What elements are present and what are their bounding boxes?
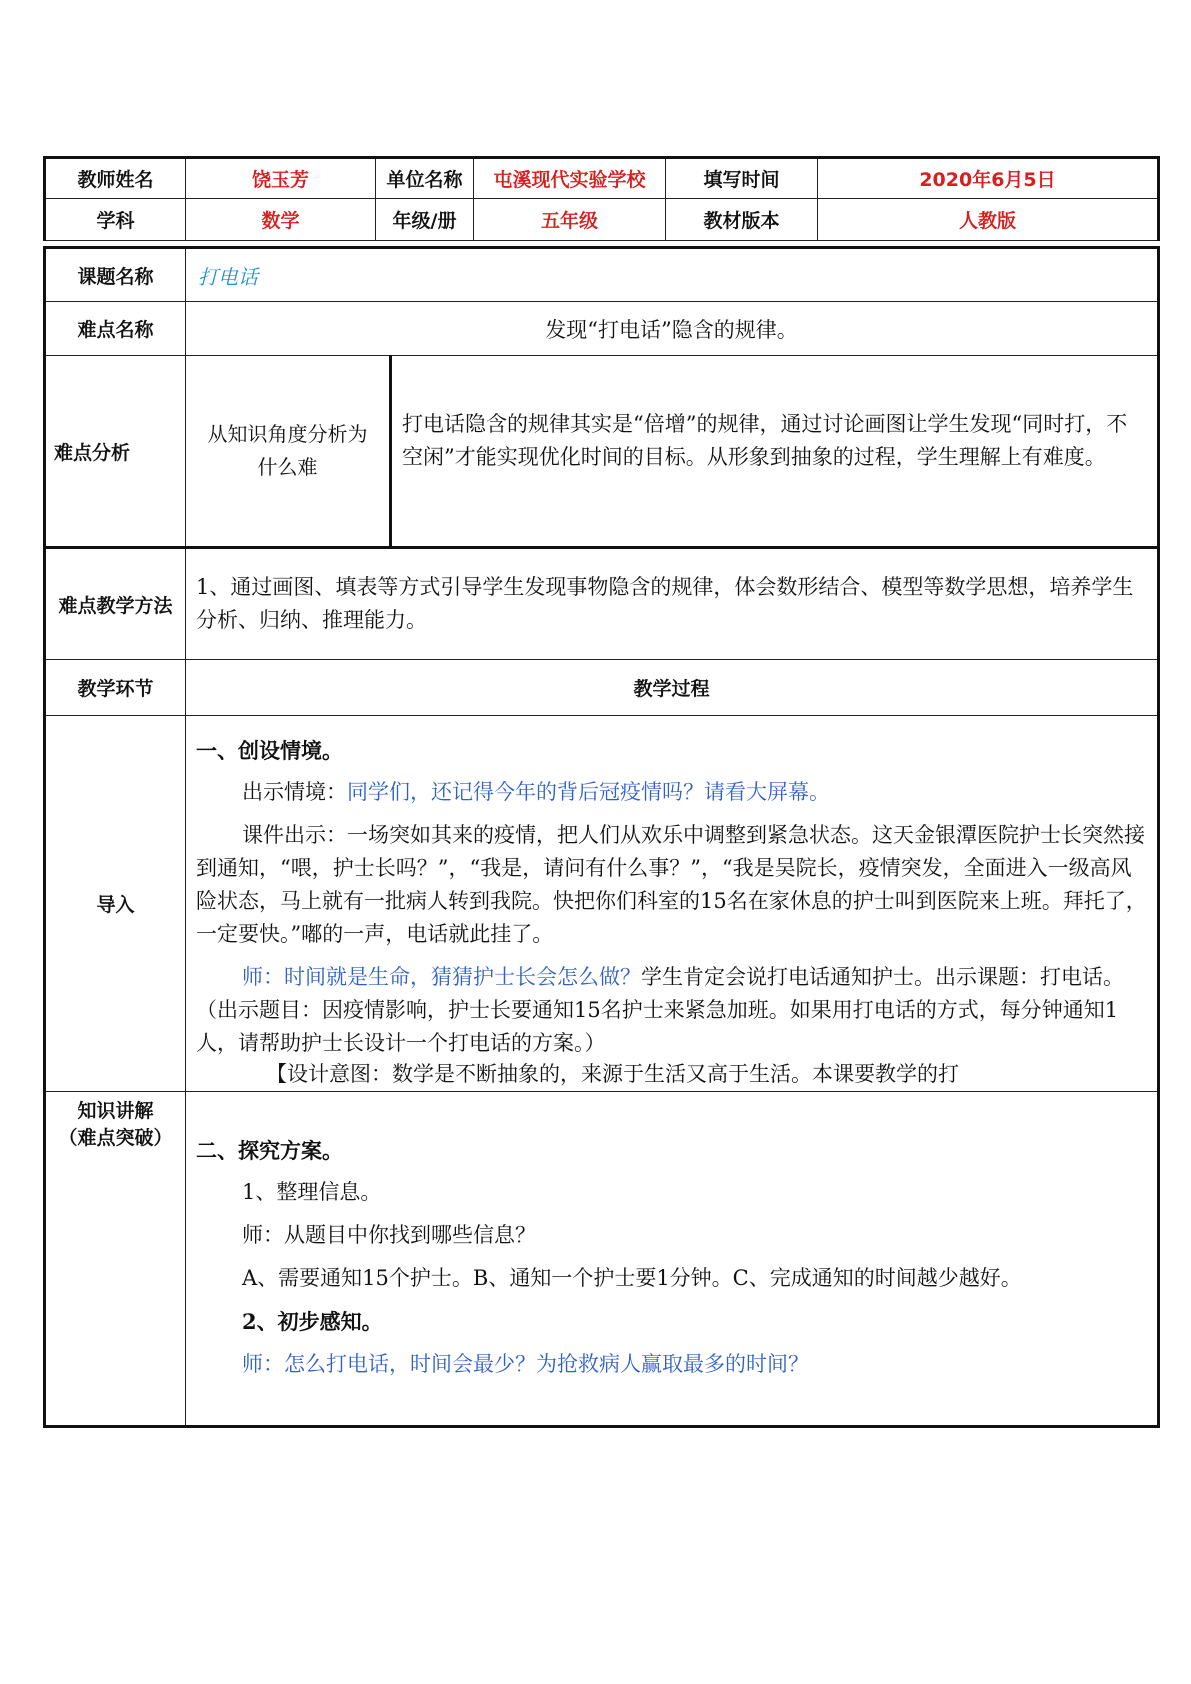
topic-label: 课题名称 <box>45 248 186 302</box>
knowledge-heading: 二、探究方案。 <box>196 1138 343 1163</box>
intro-courseware: 课件出示：一场突如其来的疫情，把人们从欢乐中调整到紧急状态。这天金银潭医院护士长突然接到通知，“喂，护士长吗？”，“我是，请问有什么事？”，“我是吴院长，疫情突发，全面进入一级高风险状态，马上就有一批病人转到我院。快把你们科室的15名在家休息的护士叫到医院来上班。拜托了，一定要快。”嘟的一声，电话就此挂了。 <box>196 823 1147 946</box>
intro-teacher-blue: 师：时间就是生命，猜猜护士长会怎么做？ <box>242 965 641 989</box>
intro-cell <box>186 716 1159 1092</box>
teacher-value: 饶玉芳 <box>186 158 376 199</box>
subject-value: 数学 <box>186 199 376 241</box>
edition-value: 人教版 <box>818 199 1159 241</box>
difficulty-label: 难点名称 <box>45 302 186 356</box>
method-cell <box>186 548 1159 660</box>
topic-value: 打电话 <box>186 248 1159 302</box>
teacher-label: 教师姓名 <box>45 158 186 199</box>
process-value: 教学过程 <box>186 660 1159 716</box>
intro-show-prefix: 出示情境： <box>242 780 347 804</box>
intro-heading: 一、创设情境。 <box>196 738 343 763</box>
intro-label: 导入 <box>45 716 186 1092</box>
knowledge-label <box>45 1092 186 1427</box>
unit-value: 屯溪现代实验学校 <box>474 158 666 199</box>
knowledge-cell <box>186 1092 1159 1427</box>
knowledge-answer: A、需要通知15个护士。B、通知一个护士要1分钟。C、完成通知的时间越少越好。 <box>242 1266 1022 1290</box>
date-value: 2020年6月5日 <box>818 158 1159 199</box>
grade-value: 五年级 <box>474 199 666 241</box>
edition-label: 教材版本 <box>666 199 818 241</box>
knowledge-q2: 师：怎么打电话，时间会最少？为抢救病人赢取最多的时间？ <box>242 1352 809 1376</box>
analysis-sub-label: 从知识角度分析为什么难 <box>186 356 391 548</box>
method-text: 1、通过画图、填表等方式引导学生发现事物隐含的规律，体会数形结合、模型等数学思想，培养学生分析、归纳、推理能力。 <box>196 575 1134 632</box>
subject-label: 学科 <box>45 199 186 241</box>
difficulty-value: 发现“打电话”隐含的规律。 <box>186 302 1159 356</box>
process-label: 教学环节 <box>45 660 186 716</box>
analysis-label: 难点分析 <box>45 356 186 548</box>
intro-teacher-rest: 学生肯定会说打电话通知护士。出示课题：打电话。（出示题目：因疫情影响，护士长要通知15名护士来紧急加班。如果用打电话的方式，每分钟通知1人，请帮助护士长设计一个打电话的方案。） <box>196 965 1124 1055</box>
analysis-cell <box>391 356 1159 548</box>
content-table <box>43 246 1160 1428</box>
intro-show-blue: 同学们，还记得今年的背后冠疫情吗？请看大屏幕。 <box>347 780 830 804</box>
knowledge-label-line2: （难点突破） <box>58 1127 173 1149</box>
knowledge-step2: 2、初步感知。 <box>242 1309 383 1334</box>
intro-show-line <box>196 776 1147 809</box>
intro-design: 【设计意图：数学是不断抽象的，来源于生活又高于生活。本课要教学的打 <box>266 1062 959 1086</box>
method-label: 难点教学方法 <box>45 548 186 660</box>
info-table <box>43 156 1160 241</box>
analysis-text: 打电话隐含的规律其实是“倍增”的规律，通过讨论画图让学生发现“同时打，不空闲”才能实现优化时间的目标。从形象到抽象的过程，学生理解上有难度。 <box>402 412 1128 469</box>
knowledge-label-line1: 知识讲解 <box>77 1100 154 1122</box>
knowledge-step1: 1、整理信息。 <box>242 1180 382 1204</box>
intro-teacher-line <box>196 961 1147 1060</box>
lesson-plan-sheet <box>43 156 1157 1428</box>
unit-label: 单位名称 <box>376 158 474 199</box>
grade-label: 年级/册 <box>376 199 474 241</box>
knowledge-q1: 师：从题目中你找到哪些信息？ <box>242 1223 536 1247</box>
date-label: 填写时间 <box>666 158 818 199</box>
